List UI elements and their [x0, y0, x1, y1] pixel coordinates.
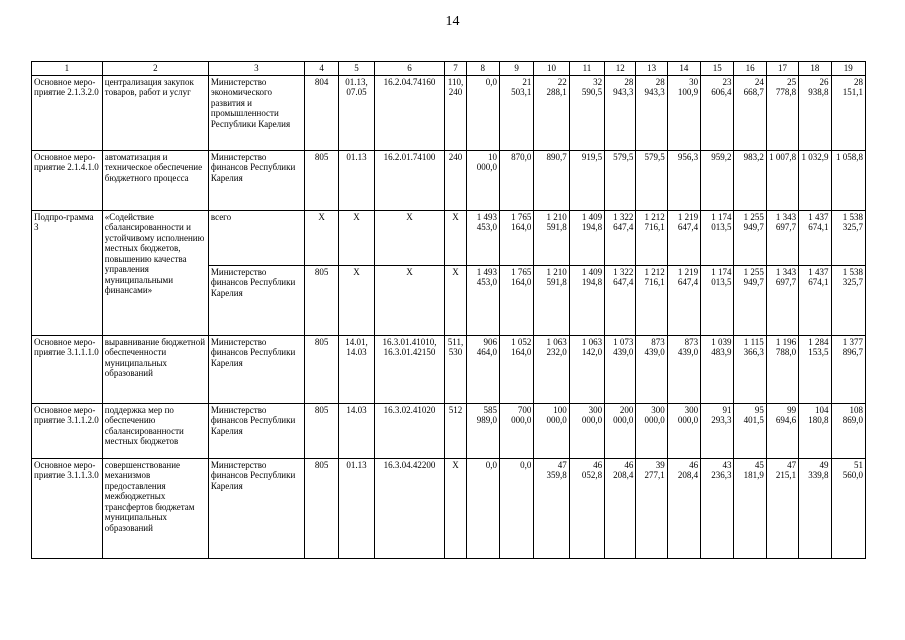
target-article-cell: 16.2.04.74160: [374, 75, 445, 150]
amount-cell: 1 409 194,8: [569, 210, 604, 265]
grbs-cell: 805: [304, 335, 338, 403]
amount-cell: 1 284 153,5: [799, 335, 831, 403]
header-cell: 10: [534, 62, 569, 76]
amount-cell: 300 000,0: [569, 403, 604, 458]
amount-cell: 28 943,3: [605, 75, 636, 150]
activity-name-cell: совершенствование механизмов предоставления межбюджетных трансфертов бюджетам муниципальных образований: [102, 458, 208, 558]
table-row: [32, 150, 866, 210]
amount-cell: 28 943,3: [636, 75, 667, 150]
header-cell: 11: [569, 62, 604, 76]
amount-cell: 1 007,8: [766, 150, 798, 210]
amount-cell: 39 277,1: [636, 458, 667, 558]
header-cell: 19: [831, 62, 866, 76]
amount-cell: 0,0: [466, 458, 499, 558]
amount-cell: 1 437 674,1: [799, 265, 831, 335]
amount-cell: 104 180,8: [799, 403, 831, 458]
grbs-cell: X: [304, 210, 338, 265]
amount-cell: 95 401,5: [734, 403, 766, 458]
header-row: [32, 62, 866, 76]
activity-name-cell: выравнивание бюджетной обеспеченности муниципальных образований: [102, 335, 208, 403]
amount-cell: 100 000,0: [534, 403, 569, 458]
activity-name-cell: поддержка мер по обеспечению сбалансированности местных бюджетов: [102, 403, 208, 458]
table-row: [32, 75, 866, 150]
amount-cell: 873 439,0: [667, 335, 700, 403]
section-cell: 01.13: [339, 150, 374, 210]
amount-cell: 0,0: [499, 458, 533, 558]
activity-code-cell: Основное меро-приятие 3.1.1.1.0: [32, 335, 103, 403]
amount-cell: 906 464,0: [466, 335, 499, 403]
expense-type-cell: X: [445, 210, 466, 265]
header-cell: 6: [374, 62, 445, 76]
header-cell: 7: [445, 62, 466, 76]
amount-cell: 300 000,0: [636, 403, 667, 458]
amount-cell: 99 694,6: [766, 403, 798, 458]
amount-cell: 1 052 164,0: [499, 335, 533, 403]
amount-cell: 1 343 697,7: [766, 210, 798, 265]
activity-code-cell: Основное меро-приятие 3.1.1.2.0: [32, 403, 103, 458]
header-cell: 18: [799, 62, 831, 76]
grbs-cell: 805: [304, 150, 338, 210]
executor-cell: Министерство финансов Республики Карелия: [208, 335, 304, 403]
amount-cell: 23 606,4: [701, 75, 734, 150]
expense-type-cell: 240: [445, 150, 466, 210]
amount-cell: 1 409 194,8: [569, 265, 604, 335]
executor-cell: Министерство финансов Республики Карелия: [208, 458, 304, 558]
amount-cell: 983,2: [734, 150, 766, 210]
amount-cell: 1 210 591,8: [534, 265, 569, 335]
amount-cell: 579,5: [605, 150, 636, 210]
header-cell: 5: [339, 62, 374, 76]
amount-cell: 51 560,0: [831, 458, 866, 558]
amount-cell: 1 063 232,0: [534, 335, 569, 403]
amount-cell: 956,3: [667, 150, 700, 210]
amount-cell: 108 869,0: [831, 403, 866, 458]
activity-code-cell: Основное меро-приятие 2.1.4.1.0: [32, 150, 103, 210]
amount-cell: 24 668,7: [734, 75, 766, 150]
amount-cell: 1 073 439,0: [605, 335, 636, 403]
expense-type-cell: 511, 530: [445, 335, 466, 403]
amount-cell: 1 212 716,1: [636, 210, 667, 265]
amount-cell: 1 063 142,0: [569, 335, 604, 403]
amount-cell: 1 196 788,0: [766, 335, 798, 403]
amount-cell: 45 181,9: [734, 458, 766, 558]
amount-cell: 1 212 716,1: [636, 265, 667, 335]
expense-type-cell: X: [445, 265, 466, 335]
amount-cell: 46 208,4: [667, 458, 700, 558]
amount-cell: 1 058,8: [831, 150, 866, 210]
amount-cell: 43 236,3: [701, 458, 734, 558]
amount-cell: 10 000,0: [466, 150, 499, 210]
budget-table: [31, 61, 866, 559]
amount-cell: 21 503,1: [499, 75, 533, 150]
amount-cell: 91 293,3: [701, 403, 734, 458]
amount-cell: 47 359,8: [534, 458, 569, 558]
amount-cell: 46 052,8: [569, 458, 604, 558]
header-cell: 13: [636, 62, 667, 76]
header-cell: 2: [102, 62, 208, 76]
grbs-cell: 804: [304, 75, 338, 150]
amount-cell: 1 538 325,7: [831, 265, 866, 335]
amount-cell: 300 000,0: [667, 403, 700, 458]
amount-cell: 1 377 896,7: [831, 335, 866, 403]
amount-cell: 1 765 164,0: [499, 265, 533, 335]
amount-cell: 26 938,8: [799, 75, 831, 150]
grbs-cell: 805: [304, 265, 338, 335]
table-row: [32, 210, 866, 265]
table-row: [32, 458, 866, 558]
executor-cell: всего: [208, 210, 304, 265]
amount-cell: 579,5: [636, 150, 667, 210]
section-cell: 14.01, 14.03: [339, 335, 374, 403]
amount-cell: 1 493 453,0: [466, 210, 499, 265]
amount-cell: 22 288,1: [534, 75, 569, 150]
amount-cell: 1 765 164,0: [499, 210, 533, 265]
header-cell: 14: [667, 62, 700, 76]
amount-cell: 1 437 674,1: [799, 210, 831, 265]
grbs-cell: 805: [304, 403, 338, 458]
page-number: 14: [445, 14, 460, 29]
activity-name-cell: «Содействие сбалансированности и устойчивому исполнению местных бюджетов, повышению качества управления муниципальными финансами»: [102, 210, 208, 335]
header-cell: 15: [701, 62, 734, 76]
activity-name-cell: автоматизация и техническое обеспечение бюджетного процесса: [102, 150, 208, 210]
grbs-cell: 805: [304, 458, 338, 558]
table-row: [32, 403, 866, 458]
amount-cell: 1 538 325,7: [831, 210, 866, 265]
header-cell: 9: [499, 62, 533, 76]
amount-cell: 1 322 647,4: [605, 265, 636, 335]
header-cell: 17: [766, 62, 798, 76]
activity-name-cell: централизация закупок товаров, работ и услуг: [102, 75, 208, 150]
expense-type-cell: 512: [445, 403, 466, 458]
amount-cell: 32 590,5: [569, 75, 604, 150]
target-article-cell: 16.2.01.74100: [374, 150, 445, 210]
amount-cell: 870,0: [499, 150, 533, 210]
amount-cell: 1 039 483,9: [701, 335, 734, 403]
activity-code-cell: Основное меро-приятие 2.1.3.2.0: [32, 75, 103, 150]
amount-cell: 585 989,0: [466, 403, 499, 458]
target-article-cell: 16.3.02.41020: [374, 403, 445, 458]
target-article-cell: 16.3.04.42200: [374, 458, 445, 558]
amount-cell: 873 439,0: [636, 335, 667, 403]
amount-cell: 919,5: [569, 150, 604, 210]
section-cell: 01.13, 07.05: [339, 75, 374, 150]
executor-cell: Министерство экономического развития и промышленности Республики Карелия: [208, 75, 304, 150]
amount-cell: 1 210 591,8: [534, 210, 569, 265]
activity-code-cell: Подпро-грамма 3: [32, 210, 103, 335]
header-cell: 16: [734, 62, 766, 76]
amount-cell: 0,0: [466, 75, 499, 150]
amount-cell: 1 174 013,5: [701, 265, 734, 335]
expense-type-cell: 110, 240: [445, 75, 466, 150]
amount-cell: 46 208,4: [605, 458, 636, 558]
section-cell: X: [339, 210, 374, 265]
executor-cell: Министерство финансов Республики Карелия: [208, 150, 304, 210]
amount-cell: 959,2: [701, 150, 734, 210]
target-article-cell: 16.3.01.41010, 16.3.01.42150: [374, 335, 445, 403]
amount-cell: 1 219 647,4: [667, 210, 700, 265]
target-article-cell: X: [374, 265, 445, 335]
executor-cell: Министерство финансов Республики Карелия: [208, 265, 304, 335]
section-cell: 01.13: [339, 458, 374, 558]
amount-cell: 1 032,9: [799, 150, 831, 210]
amount-cell: 1 493 453,0: [466, 265, 499, 335]
expense-type-cell: X: [445, 458, 466, 558]
amount-cell: 700 000,0: [499, 403, 533, 458]
section-cell: 14.03: [339, 403, 374, 458]
header-cell: 1: [32, 62, 103, 76]
amount-cell: 25 778,8: [766, 75, 798, 150]
amount-cell: 49 339,8: [799, 458, 831, 558]
amount-cell: 1 255 949,7: [734, 265, 766, 335]
activity-code-cell: Основное меро-приятие 3.1.1.3.0: [32, 458, 103, 558]
header-cell: 3: [208, 62, 304, 76]
amount-cell: 28 151,1: [831, 75, 866, 150]
amount-cell: 1 174 013,5: [701, 210, 734, 265]
amount-cell: 200 000,0: [605, 403, 636, 458]
amount-cell: 47 215,1: [766, 458, 798, 558]
header-cell: 8: [466, 62, 499, 76]
executor-cell: Министерство финансов Республики Карелия: [208, 403, 304, 458]
amount-cell: 30 100,9: [667, 75, 700, 150]
amount-cell: 1 255 949,7: [734, 210, 766, 265]
amount-cell: 1 343 697,7: [766, 265, 798, 335]
amount-cell: 1 219 647,4: [667, 265, 700, 335]
header-cell: 4: [304, 62, 338, 76]
amount-cell: 890,7: [534, 150, 569, 210]
amount-cell: 1 322 647,4: [605, 210, 636, 265]
header-cell: 12: [605, 62, 636, 76]
table-row: [32, 335, 866, 403]
target-article-cell: X: [374, 210, 445, 265]
amount-cell: 1 115 366,3: [734, 335, 766, 403]
section-cell: X: [339, 265, 374, 335]
